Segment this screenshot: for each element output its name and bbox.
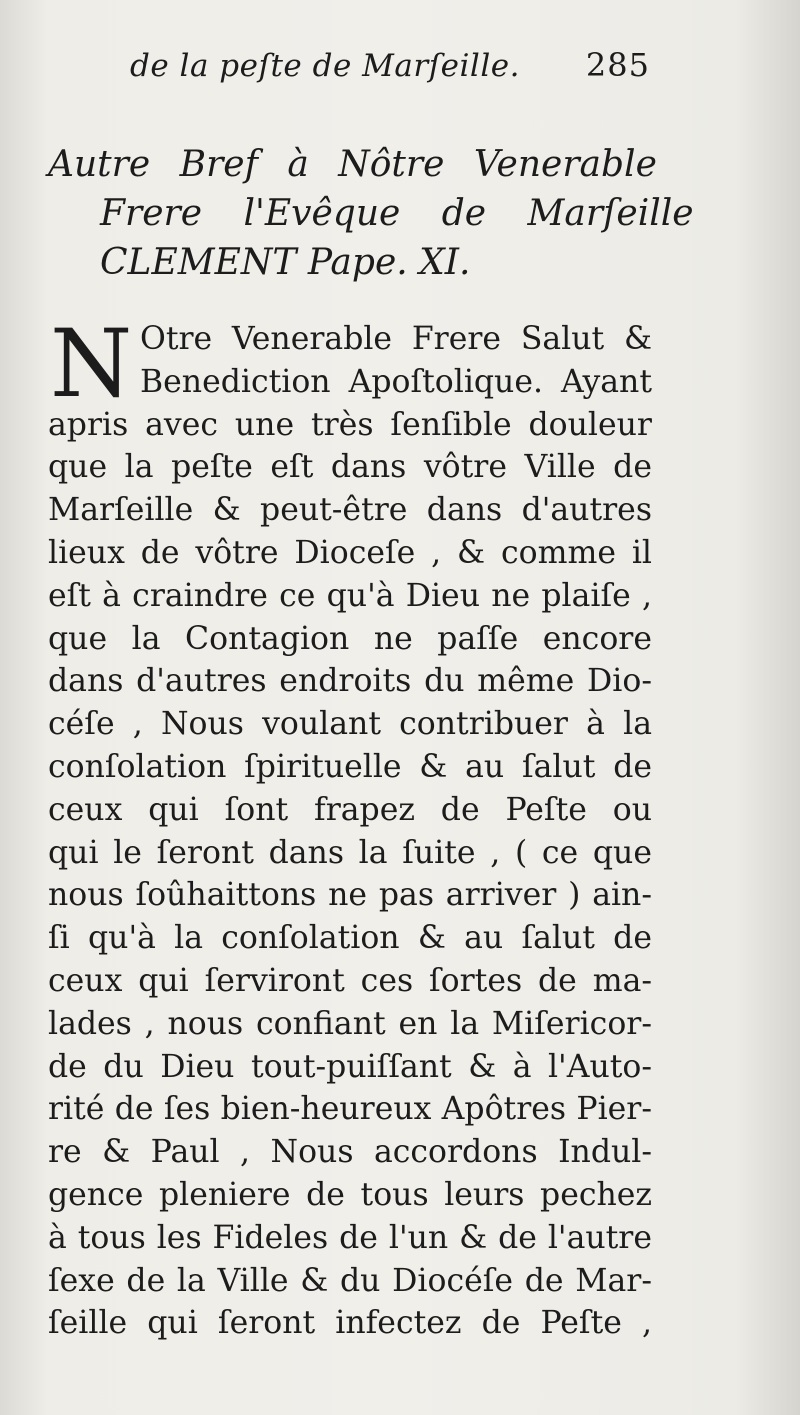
text-line: Benediction Apoſtolique. Ayant — [140, 363, 652, 400]
text-line: dans d'autres endroits du même Dio- — [48, 663, 652, 700]
text-line: nous ſoûhaittons ne pas arriver ) ain- — [48, 877, 652, 914]
heading-line: CLEMENT Pape. XI. — [100, 242, 471, 283]
text-line: lades , nous confiant en la Miſericor- — [48, 1005, 652, 1042]
heading-line: Autre Bref à Nôtre Venerable — [48, 144, 657, 185]
text-line: eſt à craindre ce qu'à Dieu ne plaiſe , — [48, 577, 652, 614]
text-line: apris avec une très ſenſible douleur — [48, 406, 652, 443]
text-line: céſe , Nous voulant contribuer à la — [48, 706, 652, 743]
page-number: 285 — [585, 46, 650, 84]
text-line: rité de ſes bien-heureux Apôtres Pier- — [48, 1091, 652, 1128]
heading-line: Frere l'Evêque de Marſeille — [100, 193, 694, 234]
text-line: ſi qu'à la conſolation & au ſalut de — [48, 920, 652, 957]
text-line: ſexe de la Ville & du Diocéſe de Mar- — [48, 1262, 652, 1299]
drop-cap: N — [50, 310, 133, 419]
section-heading — [48, 140, 694, 287]
text-line: que la peſte eſt dans vôtre Ville de — [48, 449, 652, 486]
text-line: ceux qui ſerviront ces ſortes de ma- — [48, 962, 652, 999]
running-title: de la peſte de Marſeille. — [130, 48, 520, 84]
text-line: gence pleniere de tous leurs pechez — [48, 1176, 652, 1213]
text-line: lieux de vôtre Dioceſe , & comme il — [48, 534, 652, 571]
text-line: de du Dieu tout-puiſſant & à l'Auto- — [48, 1048, 652, 1085]
text-line: Otre Venerable Frere Salut & — [140, 321, 652, 357]
text-line: Marſeille & peut-être dans d'autres — [48, 492, 652, 529]
text-line: conſolation ſpirituelle & au ſalut de — [48, 748, 652, 785]
running-head — [130, 48, 650, 98]
body-text — [48, 310, 652, 1345]
text-line: re & Paul , Nous accordons Indul- — [48, 1134, 652, 1171]
text-line: qui le ſeront dans la ſuite , ( ce que — [48, 834, 652, 871]
text-line: ſeille qui ſeront infectez de Peſte , — [48, 1305, 652, 1342]
text-line: que la Contagion ne paſſe encore — [48, 620, 652, 657]
text-line: à tous les Fideles de l'un & de l'autre — [48, 1219, 652, 1256]
text-line: ceux qui ſont frapez de Peſte ou — [48, 791, 652, 828]
